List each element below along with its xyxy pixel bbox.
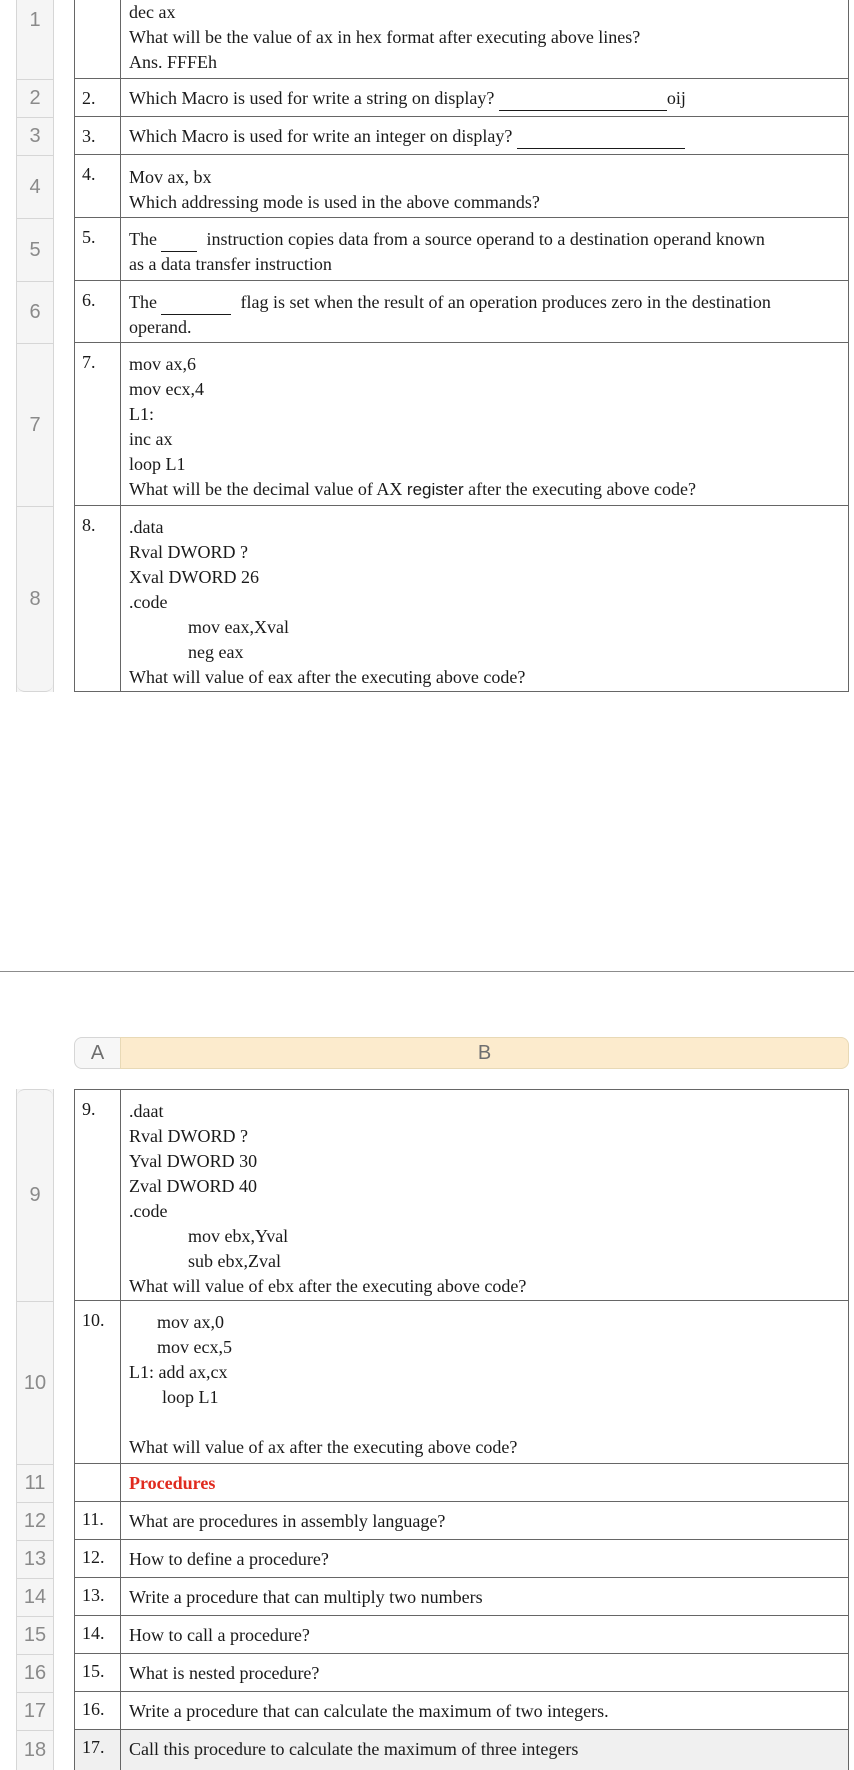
row-header[interactable]: 6	[17, 281, 53, 343]
row-headers	[16, 0, 54, 692]
cell-a[interactable]: 4.	[75, 155, 121, 217]
row-header[interactable]: 15	[17, 1616, 53, 1654]
table-row[interactable]	[74, 343, 849, 506]
answer-blank	[499, 91, 667, 111]
table-row[interactable]	[74, 1692, 849, 1730]
code-line: mov ecx,5	[157, 1337, 232, 1357]
cell-b[interactable]	[121, 1301, 848, 1460]
sheet-lower	[0, 972, 854, 1770]
question-text: How to call a procedure?	[129, 1625, 310, 1645]
cell-a[interactable]: 14.	[75, 1616, 121, 1653]
spacer-line	[129, 1410, 840, 1435]
code-line: .code	[129, 592, 168, 612]
cell-b[interactable]	[121, 1464, 848, 1496]
cell-b[interactable]	[121, 155, 848, 215]
column-header-a[interactable]: A	[74, 1037, 121, 1069]
table-row[interactable]	[74, 1730, 849, 1770]
code-line: .daat	[129, 1101, 164, 1121]
row-header[interactable]: 17	[17, 1692, 53, 1730]
cell-b[interactable]	[121, 281, 848, 340]
code-line: mov ecx,4	[129, 379, 204, 399]
question-text: What will value of eax after the executing above code?	[129, 667, 526, 687]
cell-a[interactable]: 10.	[75, 1301, 121, 1463]
cell-a[interactable]	[75, 1464, 121, 1501]
code-line: loop L1	[129, 454, 186, 474]
column-header-b[interactable]: B	[120, 1037, 849, 1069]
cell-a[interactable]: 3.	[75, 117, 121, 154]
code-line: Zval DWORD 40	[129, 1176, 257, 1196]
answer-blank	[161, 295, 231, 315]
code-line: Rval DWORD ?	[129, 1126, 248, 1146]
cell-b[interactable]	[121, 506, 848, 690]
code-line: Xval DWORD 26	[129, 567, 259, 587]
code-line: loop L1	[162, 1387, 219, 1407]
cell-a[interactable]	[75, 0, 121, 78]
cell-b[interactable]	[121, 1540, 848, 1572]
question-text: What will value of ebx after the executing above code?	[129, 1276, 527, 1296]
code-line: L1:	[129, 404, 154, 424]
table-row[interactable]	[74, 79, 849, 117]
table-row[interactable]	[74, 0, 849, 79]
cell-a[interactable]: 15.	[75, 1654, 121, 1691]
row-header[interactable]: 10	[17, 1301, 53, 1464]
cell-a[interactable]: 11.	[75, 1502, 121, 1539]
row-header[interactable]: 9	[17, 1089, 53, 1301]
code-line: .code	[129, 1201, 168, 1221]
cell-b[interactable]	[121, 1730, 848, 1762]
question-text-continued: operand.	[129, 317, 192, 337]
answer-text: oij	[666, 88, 686, 108]
table-row[interactable]	[74, 506, 849, 692]
table-row[interactable]	[74, 1502, 849, 1540]
cell-b[interactable]	[121, 343, 848, 502]
code-line: neg eax	[188, 642, 244, 662]
cell-b[interactable]	[121, 1090, 848, 1299]
table-row[interactable]	[74, 281, 849, 343]
row-header[interactable]: 18	[17, 1730, 53, 1770]
row-header[interactable]: 3	[17, 117, 53, 155]
table-row[interactable]	[74, 117, 849, 155]
code-line: sub ebx,Zval	[188, 1251, 281, 1271]
code-line: .data	[129, 517, 164, 537]
cell-a[interactable]: 13.	[75, 1578, 121, 1615]
table-row[interactable]	[74, 1540, 849, 1578]
cell-a[interactable]: 5.	[75, 218, 121, 280]
code-line: Yval DWORD 30	[129, 1151, 258, 1171]
question-text: What are procedures in assembly language?	[129, 1511, 446, 1531]
code-line: dec ax	[129, 2, 176, 22]
code-line: inc ax	[129, 429, 173, 449]
question-text: Write a procedure that can calculate the maximum of two integers.	[129, 1701, 609, 1721]
table-row[interactable]	[74, 1654, 849, 1692]
cell-b[interactable]	[121, 0, 848, 75]
question-text: Which Macro is used for write an integer on display?	[129, 126, 513, 146]
answer-blank	[517, 129, 685, 149]
question-text: Write a procedure that can multiply two numbers	[129, 1587, 483, 1607]
code-line: mov eax,Xval	[188, 617, 289, 637]
cell-a[interactable]: 2.	[75, 79, 121, 116]
answer-blank	[161, 232, 197, 252]
question-text: What is nested procedure?	[129, 1663, 320, 1683]
row-header[interactable]: 13	[17, 1540, 53, 1578]
question-text: What will value of ax after the executing above code?	[129, 1437, 518, 1457]
row-header[interactable]: 8	[17, 506, 53, 692]
cell-b[interactable]	[121, 1654, 848, 1686]
code-line: Rval DWORD ?	[129, 542, 248, 562]
row-header[interactable]: 5	[17, 218, 53, 281]
table-row[interactable]	[74, 1578, 849, 1616]
code-line: mov ax,6	[129, 354, 196, 374]
cell-a[interactable]: 8.	[75, 506, 121, 691]
row-headers	[16, 1089, 54, 1770]
cell-a[interactable]: 17.	[75, 1730, 121, 1770]
row-header[interactable]: 7	[17, 343, 53, 506]
row-header[interactable]: 14	[17, 1578, 53, 1616]
question-text: The flag is set when the result of an operation produces zero in the destination	[129, 290, 840, 315]
table-row[interactable]	[74, 1301, 849, 1464]
code-line: mov ebx,Yval	[188, 1226, 289, 1246]
question-text: Which Macro is used for write a string on display?	[129, 88, 495, 108]
row-header[interactable]: 11	[17, 1464, 53, 1502]
cell-b[interactable]	[121, 1692, 848, 1724]
question-text: What will be the decimal value of AX register after the executing above code?	[129, 479, 696, 499]
question-text-continued: as a data transfer instruction	[129, 254, 332, 274]
row-header[interactable]: 16	[17, 1654, 53, 1692]
table-row[interactable]	[74, 1464, 849, 1502]
question-text: How to define a procedure?	[129, 1549, 329, 1569]
cell-b[interactable]	[121, 1616, 848, 1648]
code-line: Mov ax, bx	[129, 167, 212, 187]
code-line: mov ax,0	[157, 1312, 224, 1332]
question-text: Call this procedure to calculate the maximum of three integers	[129, 1739, 579, 1759]
question-text: What will be the value of ax in hex format after executing above lines?	[129, 27, 641, 47]
table-row[interactable]	[74, 1616, 849, 1654]
cell-b[interactable]	[121, 1578, 848, 1610]
answer-text: Ans. FFFEh	[129, 52, 218, 72]
cell-b[interactable]	[121, 1502, 848, 1534]
row-header[interactable]: 12	[17, 1502, 53, 1540]
cell-b[interactable]	[121, 79, 848, 111]
cell-a[interactable]: 9.	[75, 1090, 121, 1300]
row-header[interactable]: 4	[17, 155, 53, 218]
question-text: Which addressing mode is used in the above commands?	[129, 192, 540, 212]
table-row[interactable]	[74, 155, 849, 218]
cell-a[interactable]: 12.	[75, 1540, 121, 1577]
cell-b[interactable]	[121, 117, 848, 149]
row-header[interactable]: 1	[29, 9, 41, 31]
table-row[interactable]	[74, 218, 849, 281]
cell-a[interactable]: 16.	[75, 1692, 121, 1729]
cell-a[interactable]: 6.	[75, 281, 121, 342]
code-line: L1: add ax,cx	[129, 1362, 228, 1382]
question-text: The instruction copies data from a source operand to a destination operand known	[129, 227, 840, 252]
cell-b[interactable]	[121, 218, 848, 277]
cell-a[interactable]: 7.	[75, 343, 121, 505]
row-header[interactable]: 2	[17, 79, 53, 117]
table-row[interactable]	[74, 1089, 849, 1301]
section-heading: Procedures	[129, 1473, 216, 1493]
